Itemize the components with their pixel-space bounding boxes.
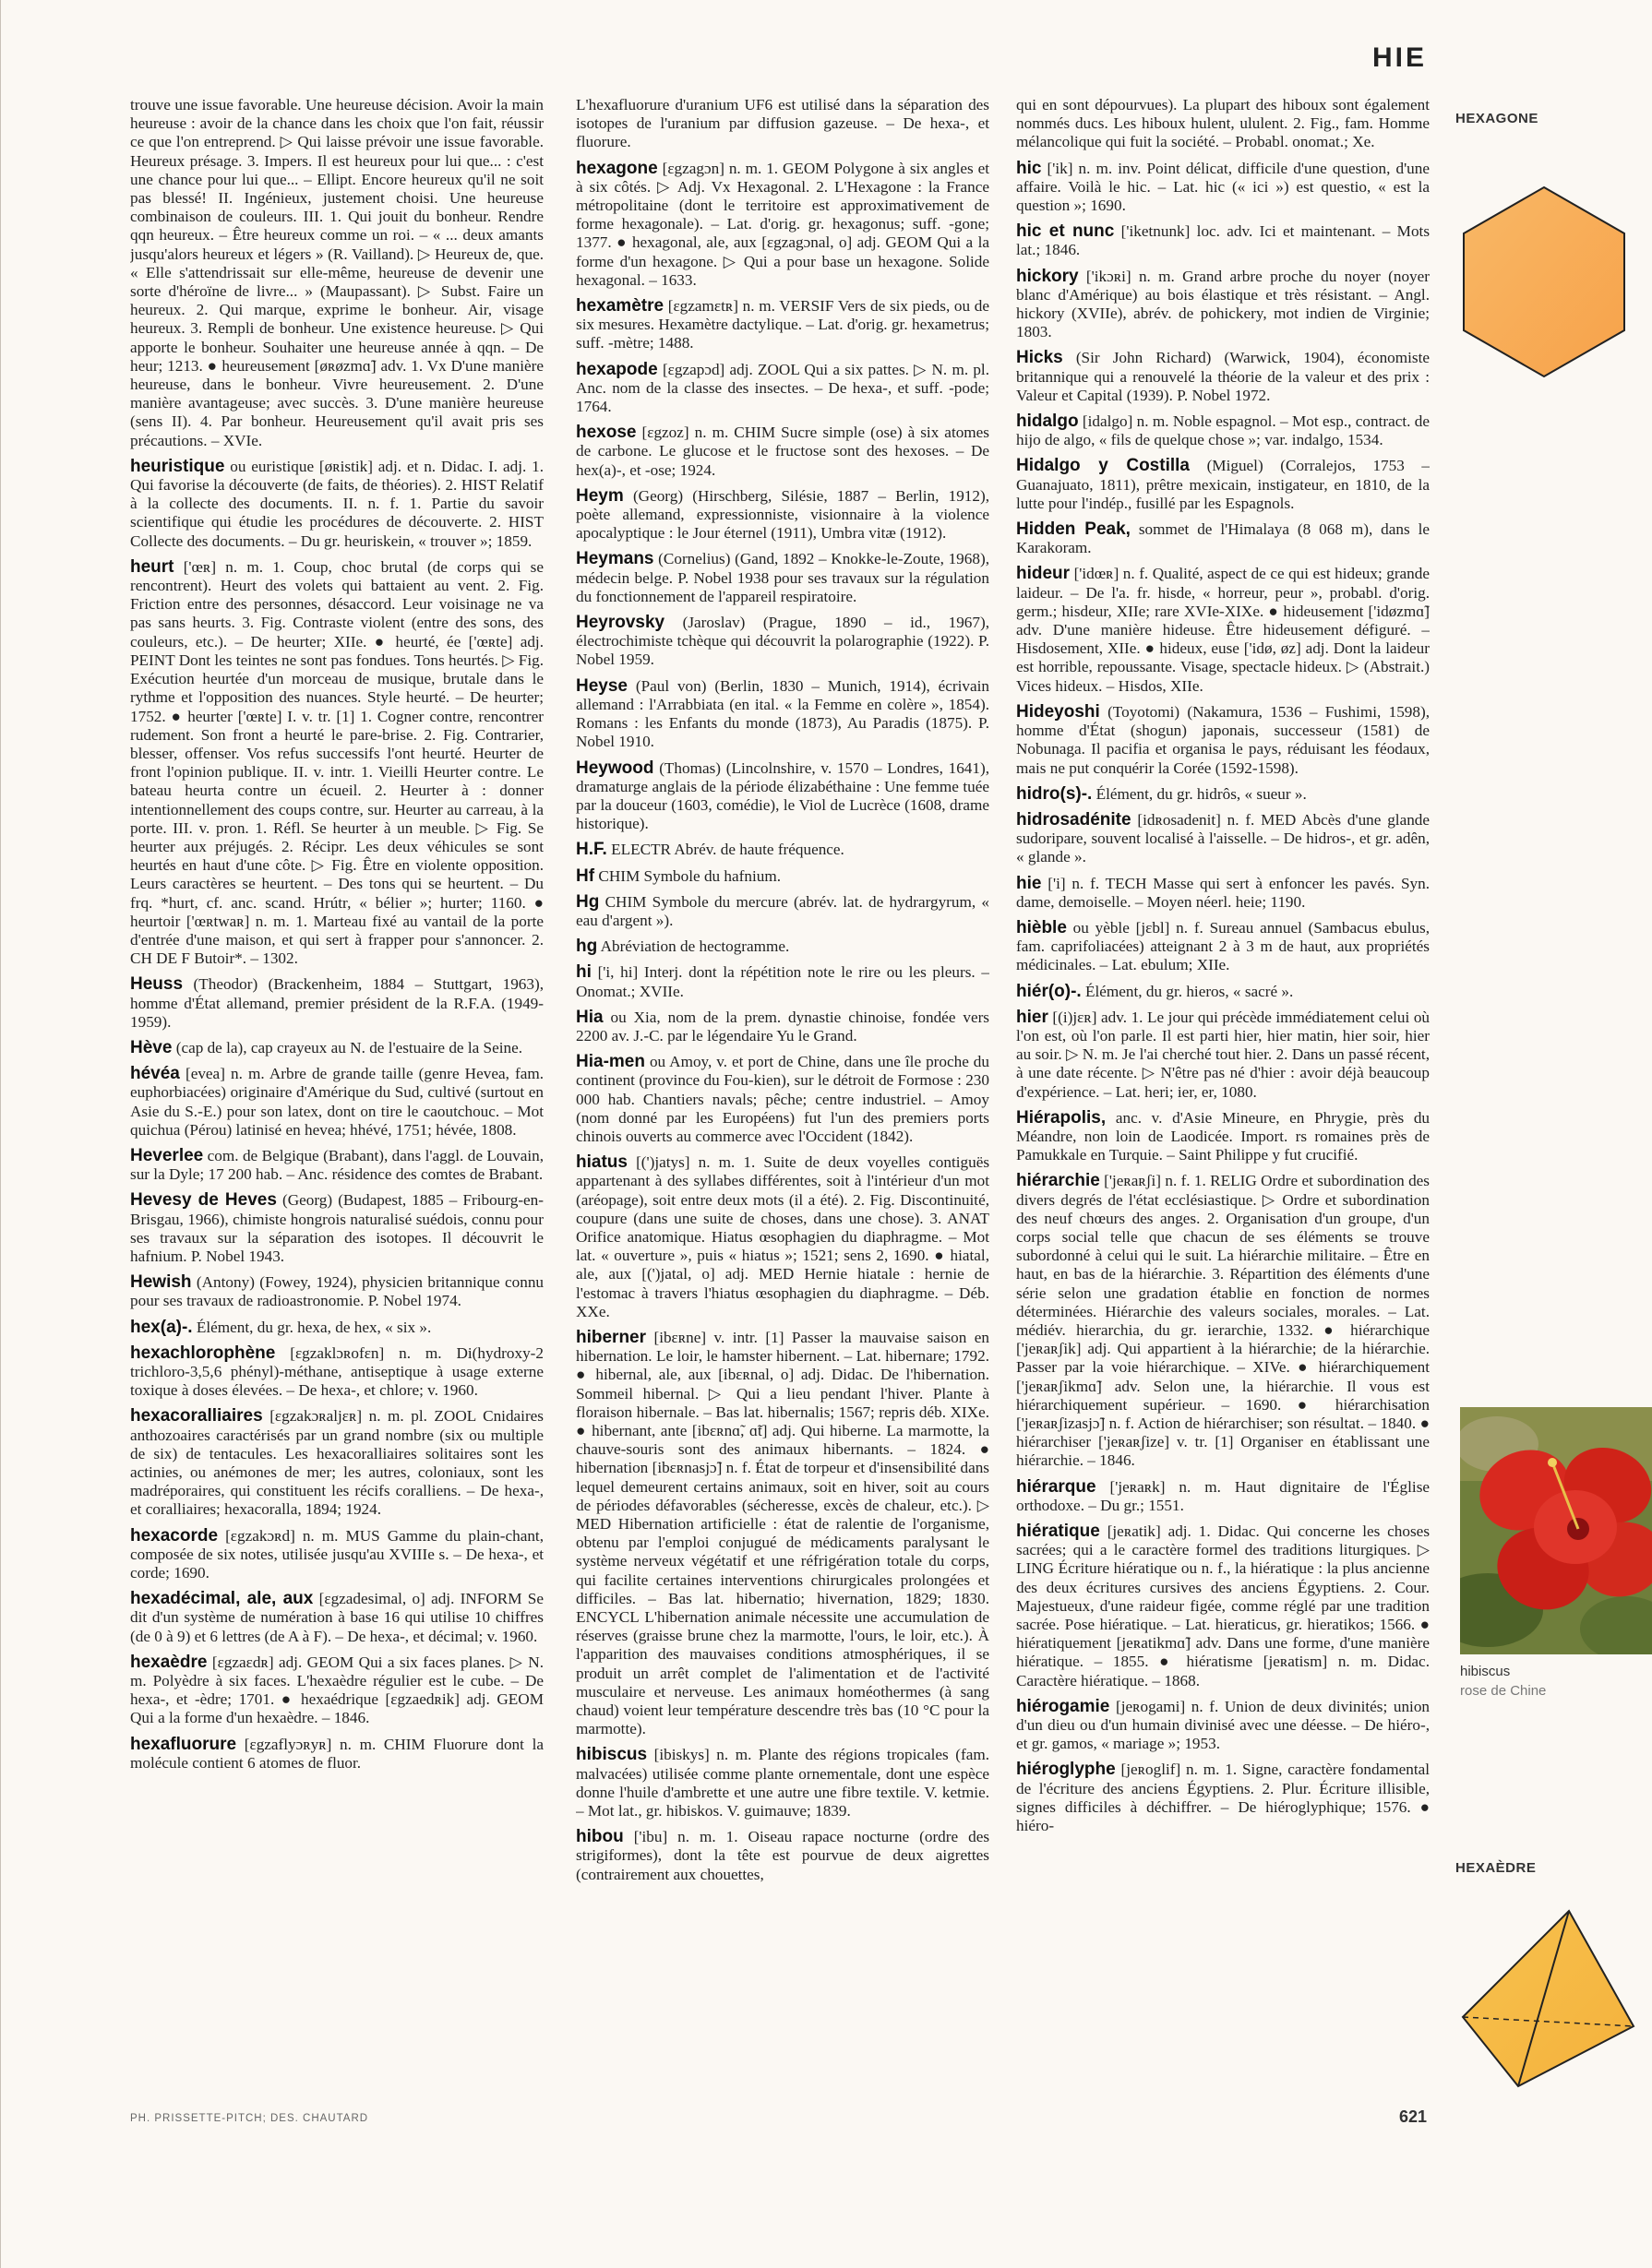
entry-headword: Heuss <box>130 974 184 995</box>
entry-definition: ELECTR Abrév. de haute fréquence. <box>611 841 844 859</box>
entry-definition: [jeʀogami] n. f. Union de deux divinités; union d'un dieu ou d'un humain divinisé avec une déesse. – De hiéro-, et gr. gamos, « mariage »; 1953. <box>1016 1697 1430 1753</box>
dictionary-entry <box>130 458 544 551</box>
dictionary-entry <box>130 975 544 1032</box>
dictionary-entry <box>576 297 989 353</box>
dictionary-entry <box>576 893 989 930</box>
entry-headword: Heyrovsky <box>576 613 665 633</box>
hexaedre-label: HEXAÈDRE <box>1455 1860 1537 1876</box>
entry-definition: ['ik] n. m. inv. Point délicat, difficile d'une question, d'une affaire. Voilà le hic. – Lat. hic (« ici ») est questio, « est la question »; 1690. <box>1016 159 1430 215</box>
dictionary-entry <box>1016 160 1430 216</box>
entry-headword: hiberner <box>576 1327 647 1347</box>
column-1 <box>130 96 544 2065</box>
entry-definition: (Toyotomi) (Nakamura, 1536 – Fushimi, 1598), homme d'État (shogun) japonais, successeur (1581) de Nobunaga. Il pacifia et organisa le pays, réduisant les féodaux, mais ne put conquérir la Corée (1592-1598). <box>1016 702 1430 777</box>
dictionary-entry <box>1016 565 1430 695</box>
entry-headword: Hidalgo y Costilla <box>1016 456 1190 476</box>
entry-definition: CHIM Symbole du mercure (abrév. lat. de hydrargyrum, « eau d'argent »). <box>576 892 989 929</box>
entry-headword: Hicks <box>1016 348 1063 368</box>
dictionary-entry <box>130 1653 544 1728</box>
entry-definition: [(i)jɛʀ] adv. 1. Le jour qui précède immédiatement celui où l'on est, où l'on parle. Il est parti hier, hier matin, hier soir, hier au soir. ▷ N. m. Je l'ai cherché tout hier. 2. Dans un passé récent, à une date récente. ▷ N'être pas né d'hier : avoir déjà beaucoup d'expérience. – Lat. heri; ier, er, 1080. <box>1016 1008 1430 1101</box>
entry-headword: Hideyoshi <box>1016 701 1100 722</box>
dictionary-entry <box>1016 268 1430 342</box>
entry-definition: (cap de la), cap crayeux au N. de l'estuaire de la Seine. <box>175 1038 523 1056</box>
entry-definition: [ɛgzaflyɔʀyʀ] n. m. CHIM Fluorure dont la molécule contient 6 atomes de fluor. <box>130 1735 544 1772</box>
entry-headword: Heyse <box>576 675 628 696</box>
dictionary-entry <box>576 1153 989 1321</box>
photo-credit: PH. PRISSETTE-PITCH; DES. CHAUTARD <box>130 2113 369 2124</box>
hexaedre-figure <box>1454 1906 1647 2091</box>
dictionary-entry <box>576 963 989 1000</box>
dictionary-entry <box>1016 457 1430 513</box>
entry-headword: Hia-men <box>576 1052 645 1072</box>
entry-headword: hiérarchie <box>1016 1171 1100 1191</box>
entry-headword: hickory <box>1016 266 1079 286</box>
entry-headword: hièble <box>1016 917 1067 937</box>
entry-headword: hiér(o)-. <box>1016 981 1082 1001</box>
entry-definition: [ɛgzaklɔʀofɛn] n. m. Di(hydroxy-2 trichloro-3,5,6 phényl)-méthane, antiseptique à usage externe toxique à doses élevées. – De hexa-, et chlore; v. 1960. <box>130 1343 544 1400</box>
entry-headword: hic <box>1016 158 1042 178</box>
entry-definition: [ɛgzaɛdʀ] adj. GEOM Qui a six faces planes. ▷ N. m. Polyèdre à six faces. L'hexaèdre régulier est le cube. – De hexa-, et -èdre; 1701. ● hexaédrique [ɛgzaedʀik] adj. GEOM Qui a la forme d'un hexaèdre. – 1846. <box>130 1653 544 1727</box>
dictionary-entry <box>576 759 989 834</box>
entry-headword: hidalgo <box>1016 412 1079 432</box>
column-3 <box>1016 96 1430 2065</box>
entry-definition: (Sir John Richard) (Warwick, 1904), économiste britannique qui a renouvelé la théorie de la valeur et des prix : Valeur et Capital (1939). P. Nobel 1972. <box>1016 349 1430 404</box>
entry-headword: hex(a)-. <box>130 1317 193 1337</box>
entry-definition: [evea] n. m. Arbre de grande taille (genre Hevea, fam. euphorbiacées) originaire d'Amérique du Sud, cultivé (surtout en Asie du S.-E.) pour son latex, dont on tire le caoutchouc. – Mot quichua (Pérou) latinisé en hevea; hhévé, 1751; hévée, 1808. <box>130 1065 544 1139</box>
entry-headword: Hève <box>130 1037 173 1057</box>
entry-headword: hg <box>576 937 598 957</box>
entry-headword: Hewish <box>130 1272 192 1293</box>
entry-headword: hexacorde <box>130 1525 219 1546</box>
dictionary-entry <box>130 1191 544 1266</box>
entry-definition: [ɛgzagɔn] n. m. 1. GEOM Polygone à six angles et à six côtés. ▷ Adj. Vx Hexagonal. 2. L'Hexagone : la France métropolitaine (dont le territoire est approximativement de forme hexagonale). – Lat. d'orig. gr. hexagonus; suff. -gone; 1377. ● hexagonal, ale, aux [ɛgzagɔnal, o] adj. GEOM Qui a la forme d'un hexagone. ▷ Qui a pour base un hexagone. Solide hexagonal. – 1633. <box>576 159 989 289</box>
entry-headword: hexose <box>576 423 637 443</box>
entry-definition: [(')jatys] n. m. 1. Suite de deux voyelles contiguës appartenant à des syllabes différentes, soit à l'intérieur d'un mot (aréopage), soit entre deux mots (il a été). 2. Fig. Discontinuité, coupure (dans une suite de choses, dans une chose). 3. ANAT Orifice anatomique. Hiatus œsophagien du diaphragme. – Mot lat. « ouverture », puis « hiatus »; 1521; sens 2, 1690. ● hiatal, ale, aux [(')jatal, o] adj. MED Hernie hiatale : hernie de l'estomac à travers l'hiatus œsophagien du diaphragme. – Déb. XXe. <box>576 1153 989 1320</box>
dictionary-entry <box>576 1053 989 1146</box>
entry-definition: ['jeʀaʀʃi] n. f. 1. RELIG Ordre et subordination des divers degrés de l'état ecclésiastique. ▷ Ordre et subordination des neuf chœurs des anges. 2. Organisation d'un groupe, d'un corps social telle que chacun de ses éléments se trouve subordonné à celui qui le suit. La hiérarchie militaire. – Être en haut, en bas de la hiérarchie. 3. Répartition des éléments d'une série selon une gradation établie en fonction de normes déterminées. Hiérarchie des valeurs sociales, morales. – Lat. médiév. hierarchia, du gr. ierarchie, 1332. ● hiérarchique ['jeʀaʀʃik] adj. Qui appartient à la hiérarchie; de la hiérarchie. Passer par la voie hiérarchique. – XIVe. ● hiérarchiquement ['jeʀaʀʃikmɑ̃] adv. Selon une, la hiérarchie. Il vous est hiérarchiquement supérieur. – 1690. ● hiérarchisation ['jeʀaʀʃizasjɔ̃] n. f. Action de hiérarchiser; son résultat. – 1840. ● hiérarchiser ['jeʀaʀʃize] v. tr. [1] Organiser en établissant une hiérarchie. – 1846. <box>1016 1172 1430 1470</box>
entry-definition: ['idœʀ] n. f. Qualité, aspect de ce qui est hideux; grande laideur. – De l'a. fr. hisde, « horreur, peur », probabl. d'orig. germ.; hisdeur, XIIe; rare XVIe-XIXe. ● hideusement ['idøzmɑ̃] adv. D'une manière hideuse. Être hideusement défiguré. – Hisdosement, XIIe. ● hideux, euse ['idø, øz] adj. Dont la laideur est horrible, repoussante. Visage, spectacle hideux. ▷ (Abstrait.) Vices hideux. – Hisdos, XIIe. <box>1016 565 1430 695</box>
entry-headword: hexafluorure <box>130 1734 237 1754</box>
entry-definition: Élément, du gr. hieros, « sacré ». <box>1085 982 1294 1000</box>
entry-headword: hévéa <box>130 1064 180 1084</box>
dictionary-entry <box>576 1329 989 1738</box>
dictionary-entry <box>130 96 544 450</box>
dictionary-entry <box>1016 412 1430 449</box>
entry-headword: Heywood <box>576 758 654 778</box>
entry-definition: [ibɛʀne] v. intr. [1] Passer la mauvaise saison en hibernation. Le loir, le hamster hibernent. – Lat. hibernare; 1792. ● hibernal, ale, aux [ibɛʀnal, o] adj. Didac. De l'hibernation. Sommeil hibernal. ▷ Qui a lieu pendant l'hiver. Plante à floraison hibernale. – Bas lat. hibernalis; 1567; repris déb. XIXe. ● hibernant, ante [ibɛʀnɑ̃, ɑ̃t] adj. Qui hiberne. La marmotte, la chauve-souris sont des animaux hibernants. – 1824. ● hibernation [ibɛʀnasjɔ̃] n. f. État de torpeur et d'insensibilité dans lequel demeurent certains animaux, soit en hiver, soit au cours de périodes défavorables (sécheresse, excès de chaleur, etc.). ▷ MED Hibernation artificielle : état de ralentie de l'organisme, obtenu par l'emploi conjugué de médicaments paralysant le système nerveux végétatif et une réfrigération totale du corps, qui facilite certaines interventions chirurgicales prolongées et difficiles. – Bas lat. hibernatio; hivernation, 1829; 1830. ENCYCL L'hibernation animale nécessite une accumulation de réserves (graisse brune chez la marmotte, l'ours, le loir, etc.). À l'apparition des mauvaises conditions atmosphériques, il se produit un arrêt complet de l'alimentation et de l'activité musculaire et nerveuse. Les animaux homéothermes (à sang chaud) voient leur température descendre très bas (10 °C pour la marmotte). <box>576 1328 989 1738</box>
entry-headword: Hevesy de Heves <box>130 1190 277 1211</box>
entry-definition: [ɛgzoz] n. m. CHIM Sucre simple (ose) à six atomes de carbone. Le glucose et le fructose sont des hexoses. – De hex(a)-, et -ose; 1924. <box>576 424 989 479</box>
dictionary-entry <box>576 867 989 886</box>
entry-headword: heuristique <box>130 456 225 476</box>
entry-headword: hexapode <box>576 359 658 379</box>
photo-subcaption: rose de Chine <box>1460 1683 1547 1699</box>
dictionary-entry <box>130 1319 544 1337</box>
hibiscus-photo <box>1460 1407 1652 1654</box>
dictionary-entry <box>576 841 989 859</box>
dictionary-entry <box>1016 919 1430 975</box>
entry-headword: hie <box>1016 873 1042 893</box>
entry-definition: [ɛgzakɔʀd] n. m. MUS Gamme du plain-chant, composée de six notes, utilisée jusqu'au XVIIIe s. – De hexa-, et corde; 1690. <box>130 1526 544 1582</box>
entry-definition: [ɛgzadesimal, o] adj. INFORM Se dit d'un système de numération à base 16 qui utilise 10 chiffres (de 0 à 9) et 6 lettres (de A à F). – De hexa-, et décimal; v. 1960. <box>130 1590 544 1645</box>
entry-definition: (Cornelius) (Gand, 1892 – Knokke-le-Zoute, 1968), médecin belge. P. Nobel 1938 pour ses travaux sur la régulation du fonctionnement de l'appareil respiratoire. <box>576 550 989 605</box>
dictionary-entry <box>130 558 544 968</box>
photo-caption: hibiscus <box>1460 1664 1511 1679</box>
dictionary-entry <box>1016 1109 1430 1165</box>
entry-definition: anc. v. d'Asie Mineure, en Phrygie, près du Méandre, non loin de Laodicée. Import. rs romaines près de Pamukkale en Turquie. – Saint Philippe y fut crucifié. <box>1016 1108 1430 1164</box>
dictionary-entry <box>1016 811 1430 867</box>
entry-headword: Heymans <box>576 549 654 569</box>
entry-headword: hi <box>576 962 592 983</box>
dictionary-entry <box>1016 96 1430 152</box>
entry-headword: hiéroglyphe <box>1016 1760 1116 1780</box>
entry-headword: hier <box>1016 1007 1048 1027</box>
hexagon-label: HEXAGONE <box>1455 111 1538 126</box>
dictionary-entry <box>1016 983 1430 1001</box>
entry-headword: hic et nunc <box>1016 221 1115 242</box>
dictionary-entry <box>576 677 989 752</box>
entry-definition: Abréviation de hectogramme. <box>600 937 790 956</box>
entry-definition: (Thomas) (Lincolnshire, v. 1570 – Londres, 1641), dramaturge anglais de la période élizabéthaine : Une femme tuée par la douceur (1603, comédie), le Viol de Lucrèce (1608, drame historique). <box>576 758 989 833</box>
entry-definition: Élément, du gr. hidrôs, « sueur ». <box>1095 784 1307 803</box>
hibiscus-image <box>1460 1407 1652 1654</box>
entry-definition: (Paul von) (Berlin, 1830 – Munich, 1914), écrivain allemand : l'Arrabbiata (en ital. « la Femme en colère », 1854). Romans : les Enfants du monde (1873), Au Paradis (1875). P. Nobel 1910. <box>576 676 989 751</box>
entry-definition: [ɛgzapɔd] adj. ZOOL Qui a six pattes. ▷ N. m. pl. Anc. nom de la classe des insectes. – De hexa-, et suff. -pode; 1764. <box>576 360 989 416</box>
entry-definition: (Jaroslav) (Prague, 1890 – id., 1967), électrochimiste tchèque qui découvrit la polarographie (1922). P. Nobel 1959. <box>576 614 989 669</box>
entry-headword: Hiérapolis, <box>1016 1107 1107 1128</box>
entry-headword: Hg <box>576 891 600 912</box>
hexagon-figure <box>1456 183 1632 386</box>
entry-headword: Heym <box>576 485 624 506</box>
entry-definition: [jeʀatik] adj. 1. Didac. Qui concerne les choses sacrées; qui a le caractère formel des traditions liturgiques. ▷ LING Écriture hiératique ou n. f., la hiératique : la plus ancienne des deux écritures cursives des anciens Égyptiens. 2. Cour. Majestueux, d'une raideur figée, comme réglé par une tradition sacrée. Pose hiératique. – Lat. hieraticus, gr. hieratikos; 1566. ● hiératiquement [jeʀatikmɑ̃] adv. Dans une forme, d'une manière hiératique. – 1855. ● hiératisme [jeʀatism] n. m. Didac. Caractère hiératique. – 1868. <box>1016 1522 1430 1689</box>
entry-definition: sommet de l'Himalaya (8 068 m), dans le Karakoram. <box>1016 520 1430 557</box>
entry-headword: Hia <box>576 1007 604 1027</box>
dictionary-entry <box>576 160 989 290</box>
dictionary-entry <box>576 937 989 956</box>
entry-definition: [jeʀoglif] n. m. 1. Signe, caractère fondamental de l'écriture des anciens Égyptiens. 2. Plur. Écriture illisible, signes difficiles à déchiffrer. – De hiéroglyphique; 1576. ● hiéro- <box>1016 1761 1430 1835</box>
entry-definition: ['jeʀaʀk] n. m. Haut dignitaire de l'Église orthodoxe. – Du gr.; 1551. <box>1016 1477 1430 1514</box>
dictionary-entry <box>576 1746 989 1820</box>
dictionary-entry <box>1016 875 1430 912</box>
entry-definition: [ɛgzakɔʀaljɛʀ] n. m. pl. ZOOL Cnidaires anthozoaires caractérisés par un grand nombre (six ou multiple de six) de tentacules. Les hexacoralliaires solitaires sont les actinies, ou anémones de mer; les autres, coloniaux, sont les madréporaires, qui constituent les récifs coralliens. – De hexa-, et coralliaires; hexacoralla, 1894; 1924. <box>130 1407 544 1519</box>
dictionary-entry <box>576 361 989 417</box>
entry-definition: com. de Belgique (Brabant), dans l'aggl. de Louvain, sur la Dyle; 17 200 hab. – Anc. résidence des comtes de Brabant. <box>130 1146 544 1184</box>
dictionary-entry <box>1016 349 1430 405</box>
entry-definition: ['ibu] n. m. 1. Oiseau rapace nocturne (ordre des strigiformes), dont la tête est pourvue de deux aigrettes (contrairement aux chouettes, <box>576 1828 989 1883</box>
entry-headword: hiérarque <box>1016 1476 1096 1497</box>
entry-headword: hiératique <box>1016 1522 1100 1542</box>
entry-definition: (Theodor) (Brackenheim, 1884 – Stuttgart, 1963), homme d'État allemand, premier président de la R.F.A. (1949-1959). <box>130 975 544 1031</box>
entry-definition: ['i] n. f. TECH Masse qui sert à enfoncer les pavés. Syn. dame, demoiselle. – Moyen néerl. heie; 1190. <box>1016 874 1430 911</box>
entry-headword: Hidden Peak, <box>1016 519 1131 540</box>
page-edge <box>0 0 1 2268</box>
dictionary-entry <box>1016 785 1430 804</box>
dictionary-entry <box>576 1828 989 1884</box>
entry-definition: qui en sont dépourvues). La plupart des hiboux sont également nommés ducs. Les hiboux hulent, ululent. 2. Fig., fam. Homme mélancolique qui fuit la société. – Probabl. onomat.; Xe. <box>1016 96 1430 151</box>
entry-headword: hidrosadénite <box>1016 809 1131 830</box>
entry-definition: ['ikɔʀi] n. m. Grand arbre proche du noyer (noyer blanc d'Amérique) au bois élastique et très résistant. – Angl. hickory (XVIIe), abrév. de pohickery, mot indien de Virginie; 1803. <box>1016 267 1430 341</box>
dictionary-entry <box>576 487 989 543</box>
dictionary-entry <box>1016 520 1430 557</box>
entry-headword: hexaèdre <box>130 1652 208 1672</box>
dictionary-entry <box>1016 1009 1430 1102</box>
entry-definition: ou euristique [øʀistik] adj. et n. Didac. I. adj. 1. Qui favorise la découverte (de faits, de théories). 2. HIST Relatif à la collecte des documents. II. n. f. 1. Partie du savoir scientifique qui étudie les procédures de découverte. 2. HIST Collecte des documents. – Du gr. heuriskein, « trouver »; 1859. <box>130 457 544 550</box>
entry-definition: (Georg) (Hirschberg, Silésie, 1887 – Berlin, 1912), poète allemand, expressionniste, visionnaire à la violence apocalyptique : le Jour éternel (1911), Umbra vitæ (1912). <box>576 486 989 543</box>
hexagon-shape <box>1464 187 1624 376</box>
dictionary-entry <box>130 1065 544 1140</box>
dictionary-entry <box>576 96 989 152</box>
dictionary-entry <box>1016 1698 1430 1754</box>
entry-headword: Hf <box>576 865 595 886</box>
dictionary-entry <box>1016 703 1430 778</box>
entry-definition: ou Amoy, v. et port de Chine, dans une île proche du continent (province du Fou-kien), sur le détroit de Formose : 230 000 hab. Chantiers navals; pêche; centre industriel. – Amoy (nom donné par les Européens) fut l'un des premiers ports chinois ouverts au commerce avec l'Occident (1842). <box>576 1053 989 1145</box>
entry-definition: CHIM Symbole du hafnium. <box>598 866 782 885</box>
entry-definition: (Georg) (Budapest, 1885 – Fribourg-en-Brisgau, 1966), chimiste hongrois naturalisé suédois, connu pour ses travaux sur la séparation des isotopes. Il découvrit le hafnium. P. Nobel 1943. <box>130 1191 544 1265</box>
entry-definition: ['iketnunk] loc. adv. Ici et maintenant. – Mots lat.; 1846. <box>1016 222 1430 259</box>
entry-headword: hideur <box>1016 564 1071 584</box>
dictionary-entry <box>1016 1478 1430 1515</box>
page-number: 621 <box>1398 2107 1427 2126</box>
dictionary-entry <box>130 1147 544 1184</box>
dictionary-entry <box>130 1039 544 1057</box>
hexaedre-shape <box>1463 1911 1634 2086</box>
dictionary-entry <box>130 1527 544 1583</box>
entry-definition: [ibiskys] n. m. Plante des régions tropicales (fam. malvacées) utilisée comme plante ornementale, dont une espèce donne l'huile d'ambrette et une autre une fibre textile. V. ketmie. – Mot lat., gr. hibiskos. V. guimauve; 1839. <box>576 1746 989 1820</box>
dictionary-entry <box>130 1407 544 1519</box>
entry-definition: trouve une issue favorable. Une heureuse décision. Avoir la main heureuse : avoir de la chance dans les choix que l'on fait, réussir ce que l'on entreprend. ▷ Qui laisse prévoir une issue favorable. Heureux présage. 3. Impers. Il est heureux pour lui que... : c'est une chance pour lui que... – Ellipt. Encore heureux qu'il ne soit pas blessé! II. Ingénieux, justement choisi. Une heureuse combinaison de couleurs. III. 1. Qui jouit du bonheur. Rendre qqn heureux. – Être heureux comme un roi. – « ... deux amants jusqu'alors heureux et légers » (R. Vailland). ▷ Heureux de, que. « Elle s'attendrissait sur elle-même, heureuse de devenir une sorte d'héroïne de livre... » (Maupassant). ▷ Subst. Faire un heureux. 2. Qui marque, exprime le bonheur. Air, visage heureux. 3. Rempli de bonheur. Une existence heureuse. ▷ Qui apporte le bonheur. Souhaiter une heureuse année à qqn. – De heur; 1213. ● heureusement [øʀøzmɑ̃] adv. 1. Vx D'une manière heureuse, dans le bonheur. Vivre heureusement. 2. D'une manière avantageuse; avec succès. 3. D'une manière heureuse (sens II). 4. Par bonheur. Heureusement qu'il avait pris ses précautions. – XVIe. <box>130 96 544 449</box>
entry-headword: hexagone <box>576 158 658 178</box>
entry-definition: [idalgo] n. m. Noble espagnol. – Mot esp., contract. de hijo de algo, « fils de quelque chose »; var. indalgo, 1534. <box>1016 412 1430 449</box>
entry-definition: L'hexafluorure d'uranium UF6 est utilisé dans la séparation des isotopes de l'uranium par diffusion gazeuse. – De hexa-, et fluorure. <box>576 96 989 151</box>
dictionary-entry <box>130 1590 544 1646</box>
running-head: HIE <box>1371 42 1427 73</box>
dictionary-entry <box>576 424 989 480</box>
entry-headword: hiérogamie <box>1016 1696 1110 1716</box>
dictionary-entry <box>1016 1172 1430 1470</box>
entry-definition: ou Xia, nom de la prem. dynastie chinoise, fondée vers 2200 av. J.-C. par le légendaire Yu le Grand. <box>576 1008 989 1044</box>
column-2 <box>576 96 989 2065</box>
entry-headword: hibou <box>576 1827 624 1847</box>
dictionary-entry <box>1016 1522 1430 1690</box>
entry-definition: ou yèble [jɛbl] n. f. Sureau annuel (Sambacus ebulus, fam. caprifoliacées) atteignant 2 à 3 m de haut, aux propriétés médicinales. – Lat. ebulum; XIIe. <box>1016 918 1430 974</box>
dictionary-entry <box>1016 222 1430 259</box>
dictionary-entry <box>576 550 989 606</box>
entry-headword: H.F. <box>576 840 607 860</box>
dictionary-entry <box>576 614 989 670</box>
entry-headword: hibiscus <box>576 1745 648 1765</box>
entry-headword: hexamètre <box>576 296 664 316</box>
entry-headword: hexachlorophène <box>130 1343 276 1363</box>
entry-definition: Élément, du gr. hexa, de hex, « six ». <box>196 1318 432 1336</box>
dictionary-entry <box>130 1273 544 1310</box>
entry-headword: Heverlee <box>130 1145 204 1165</box>
entry-definition: [idʀosadenit] n. f. MED Abcès d'une glande sudoripare, souvent localisé à l'aisselle. – De hidros-, et gr. adên, « glande ». <box>1016 810 1430 866</box>
entry-definition: (Antony) (Fowey, 1924), physicien britannique connu pour ses travaux de radioastronomie. P. Nobel 1974. <box>130 1273 544 1310</box>
dictionary-entry <box>576 1009 989 1045</box>
entry-headword: heurt <box>130 556 174 577</box>
dictionary-entry <box>1016 1761 1430 1835</box>
entry-definition: [ɛgzamɛtʀ] n. m. VERSIF Vers de six pieds, ou de six mesures. Hexamètre dactylique. – Lat. d'orig. gr. hexametrus; suff. -mètre; 1488. <box>576 297 989 352</box>
entry-headword: hidro(s)-. <box>1016 783 1093 804</box>
entry-definition: ['i, hi] Interj. dont la répétition note le rire ou les pleurs. – Onomat.; XVIIe. <box>576 963 989 1000</box>
entry-headword: hiatus <box>576 1152 628 1173</box>
entry-definition: (Miguel) (Corralejos, 1753 – Guanajuato, 1811), prêtre mexicain, instigateur, en 1810, de la lutte pour l'indép., fusillé par les Espagnols. <box>1016 457 1430 512</box>
entry-headword: hexacoralliaires <box>130 1406 263 1426</box>
dictionary-entry <box>130 1736 544 1773</box>
entry-definition: ['œʀ] n. m. 1. Coup, choc brutal (de corps qui se rencontrent). Heurt des volets qui battaient au vent. 2. Fig. Friction entre des personnes, désaccord. Leur voisinage ne va pas sans heurts. 3. Fig. Contraste violent (entre des sons, des couleurs, etc.). – De heurter; XIIe. ● heurté, ée ['œʀte] adj. PEINT Dont les teintes ne sont pas fondues. Tons heurtés. ▷ Fig. Exécution heurtée d'un morceau de musique, brutale dans le rythme et l'opposition des nuances. Style heurté. – De heurter; 1752. ● heurter ['œʀte] I. v. tr. [1] 1. Cogner contre, rencontrer rudement. Son front a heurté le pare-brise. 2. Fig. Contrarier, blesser, offenser. Vos refus successifs l'ont heurté. Heurter de front l'opinion publique. II. v. intr. 1. Vieilli Heurter contre. Le bateau heurta contre un écueil. 2. Heurter à : donner intentionnellement des coups contre, sur. Heurter au carreau, à la porte. III. v. pron. 1. Réfl. Se heurter à un meuble. ▷ Fig. Se heurter aux préjugés. 2. Récipr. Les deux véhicules se sont heurtés en haut d'une côte. ▷ Fig. Être en violente opposition. Leurs caractères se heurtent. – Des tons qui se heurtent. – Du frq. *hurt, cf. anc. scand. Hrútr, « bélier »; hurter; 1160. ● heurtoir ['œʀtwaʀ] n. m. 1. Marteau fixé au vantail de la porte d'entrée d'une maison, et qui sert à frapper pour s'annoncer. 2. CH DE F Butoir*. – 1302. <box>130 557 544 968</box>
entry-headword: hexadécimal, ale, aux <box>130 1589 314 1609</box>
dictionary-entry <box>130 1344 544 1401</box>
